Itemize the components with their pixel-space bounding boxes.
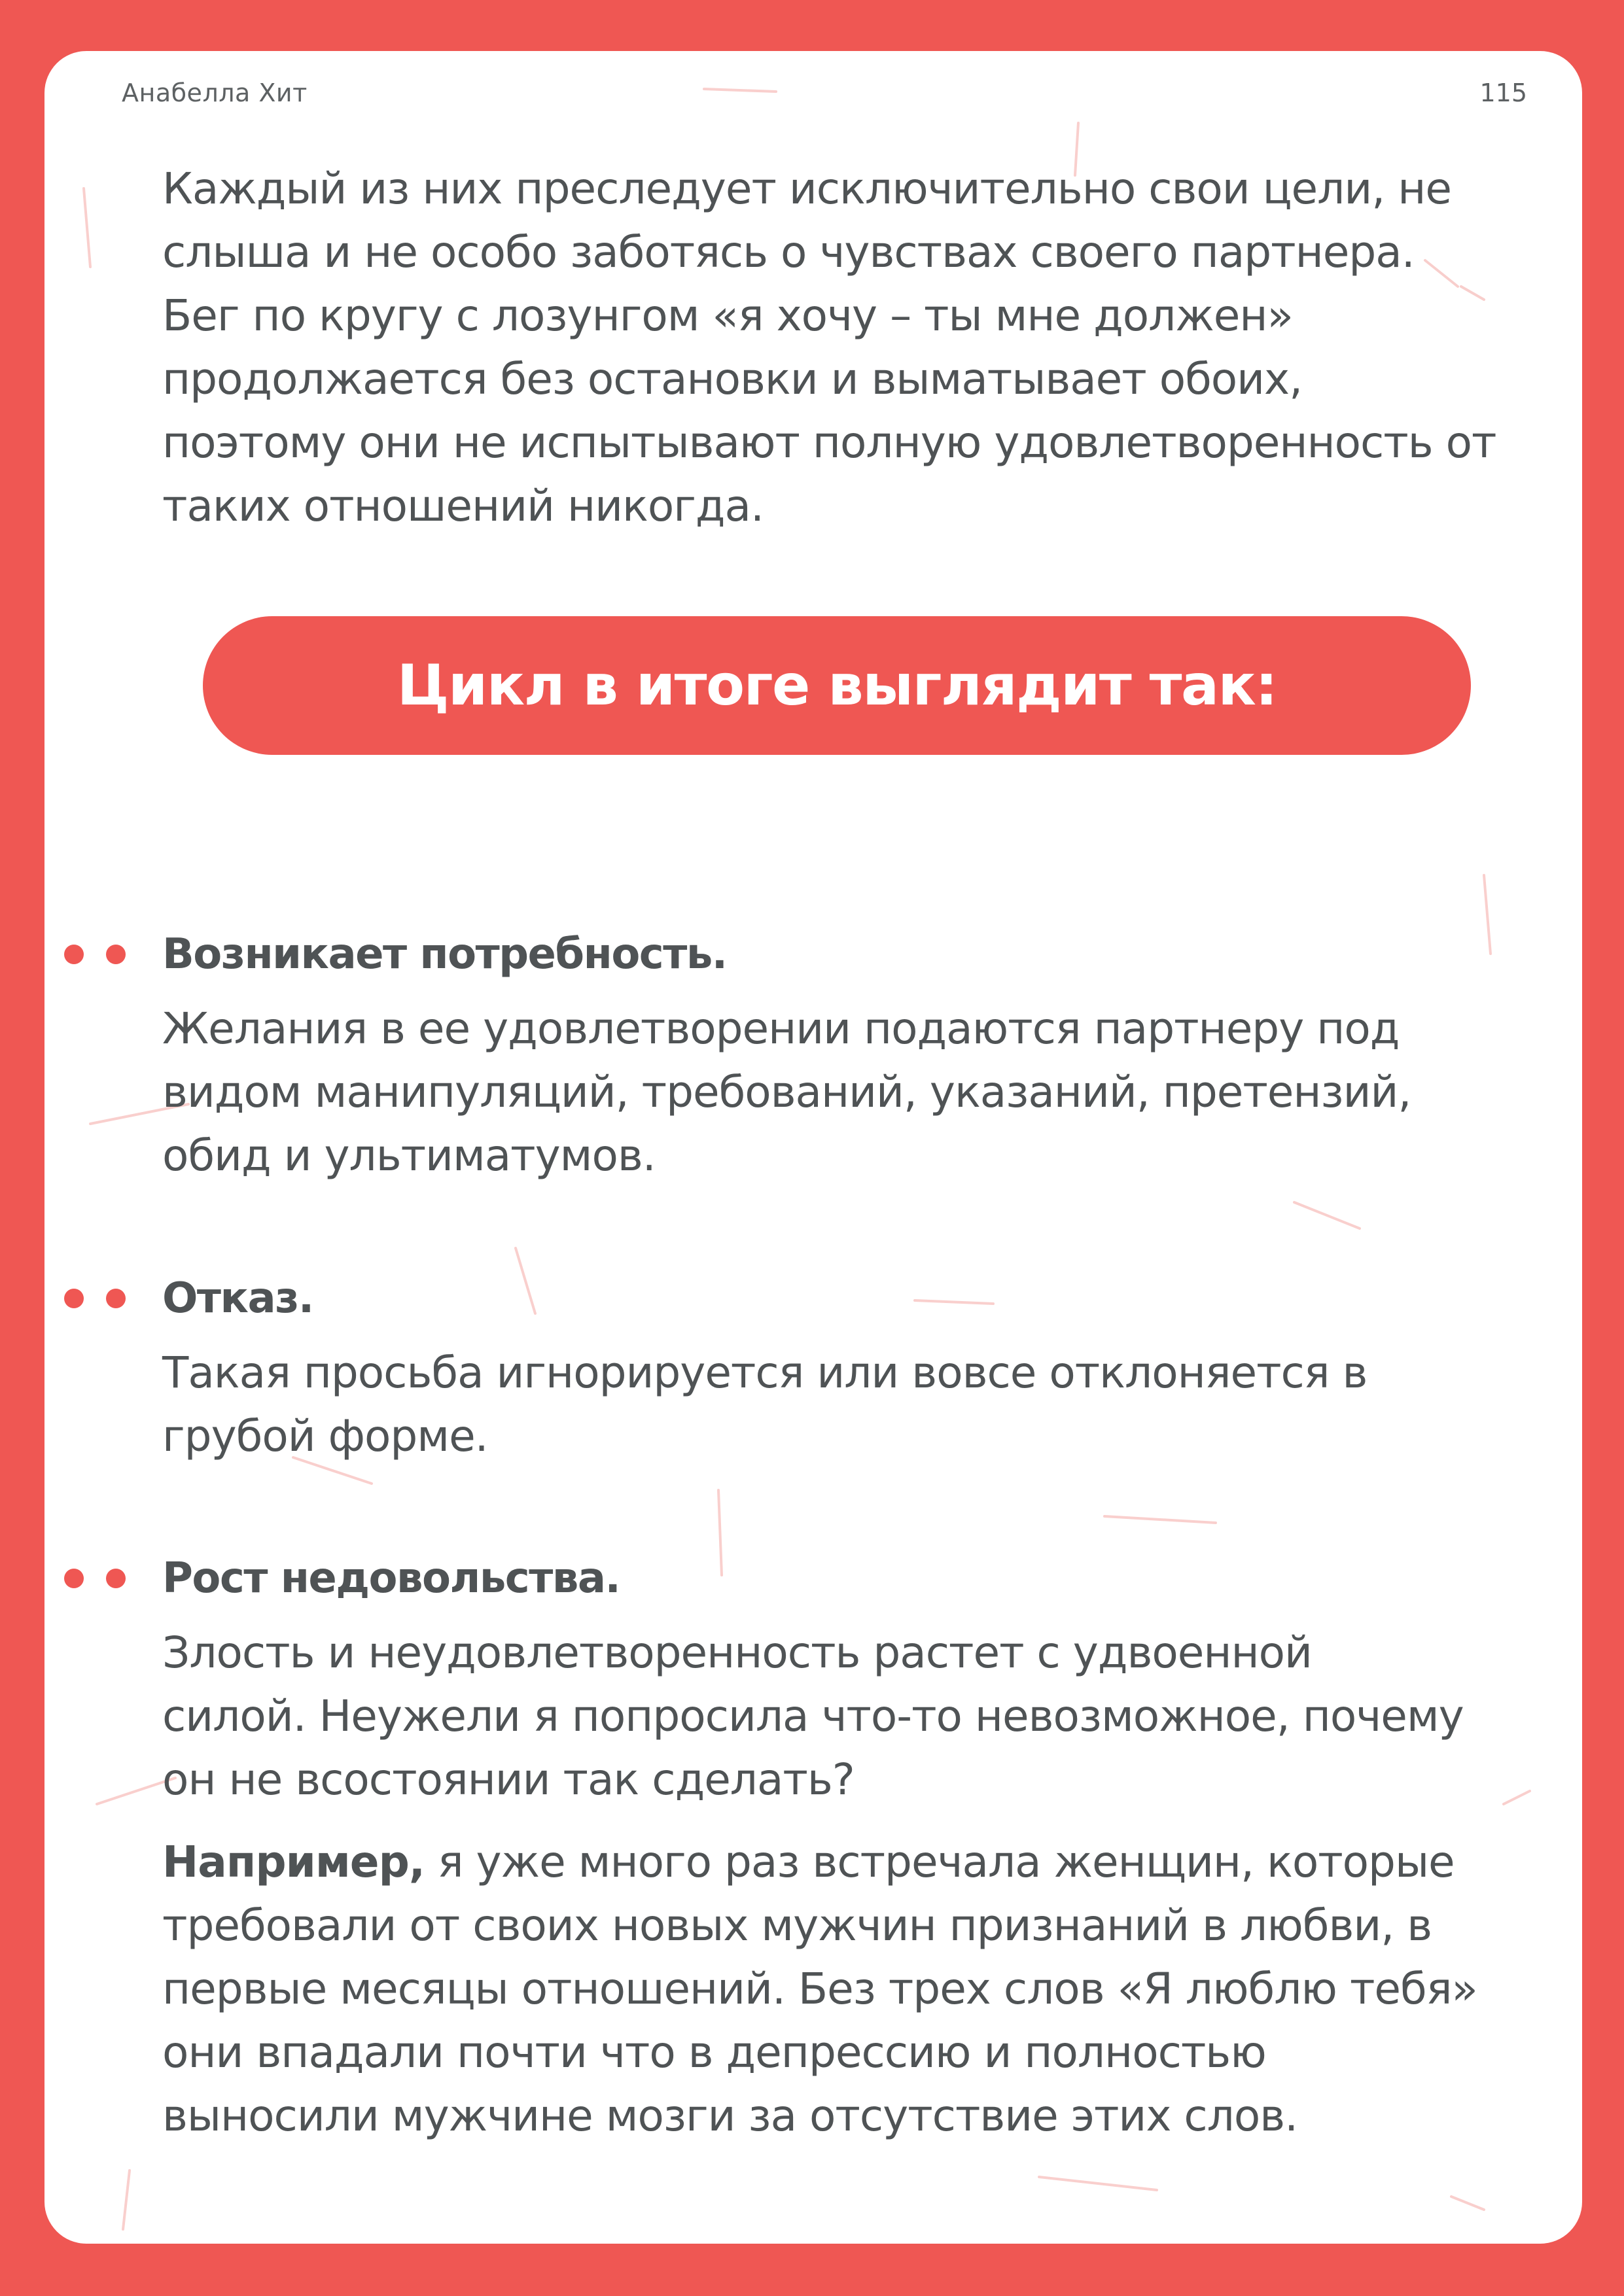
example-text: я уже много раз встречала женщин, которые требовали от своих новых мужчин признаний в любви, в первые месяцы отношений. Без трех слов «Я люблю тебя» они впадали почти что в депрессию и полностью выносили мужчине мозги за отсутствие этих слов.: [162, 1837, 1477, 2141]
cycle-step-body: Желания в ее удовлетворении подаются партнеру под видом манипуляций, требований, указаний, претензий, обид и ультиматумов.: [162, 1003, 1411, 1181]
petal: [704, 89, 776, 92]
cycle-step-title: Возникает потребность.: [162, 930, 727, 979]
cycle-step-body: Злость и неудовлетворенность растет с удвоенной силой. Неужели я попросила что-то невозможное, почему он не всостоянии так сделать?: [162, 1627, 1464, 1805]
double-dot-bullet-icon: [64, 1569, 136, 1595]
book-page: [44, 51, 1582, 2244]
intro-paragraph: Каждый из них преследует исключительно свои цели, не слыша и не особо заботясь о чувствах своего партнера. Бег по кругу с лозунгом «я хочу – ты мне должен» продолжается без остановки и выматывает обоих, поэтому они не испытывают полную удовлетворенность от таких отношений никогда.: [162, 164, 1496, 531]
header-author: Анабелла Хит: [122, 78, 308, 107]
cycle-step-title: Отказ.: [162, 1274, 313, 1323]
petal: [1294, 1202, 1360, 1228]
petal: [123, 2170, 130, 2229]
example-lead: Например,: [162, 1837, 425, 1887]
petal: [1104, 1516, 1216, 1523]
cycle-banner-title: Цикл в итоге выглядит так:: [397, 653, 1277, 718]
petal: [1451, 2197, 1484, 2210]
double-dot-bullet-icon: [64, 1289, 136, 1315]
double-dot-bullet-icon: [64, 945, 136, 971]
petal: [915, 1300, 993, 1304]
cycle-banner: [203, 616, 1471, 755]
petal: [84, 188, 90, 267]
petal: [1039, 2177, 1157, 2190]
example-paragraph: [162, 1830, 1556, 2148]
cycle-step-body: Такая просьба игнорируется или вовсе отклоняется в грубой форме.: [162, 1348, 1368, 1461]
petal: [516, 1248, 535, 1313]
cycle-step-title: Рост недовольства.: [162, 1554, 620, 1603]
petal: [1484, 875, 1491, 954]
page-number: 115: [1479, 78, 1527, 107]
petal: [718, 1490, 722, 1575]
